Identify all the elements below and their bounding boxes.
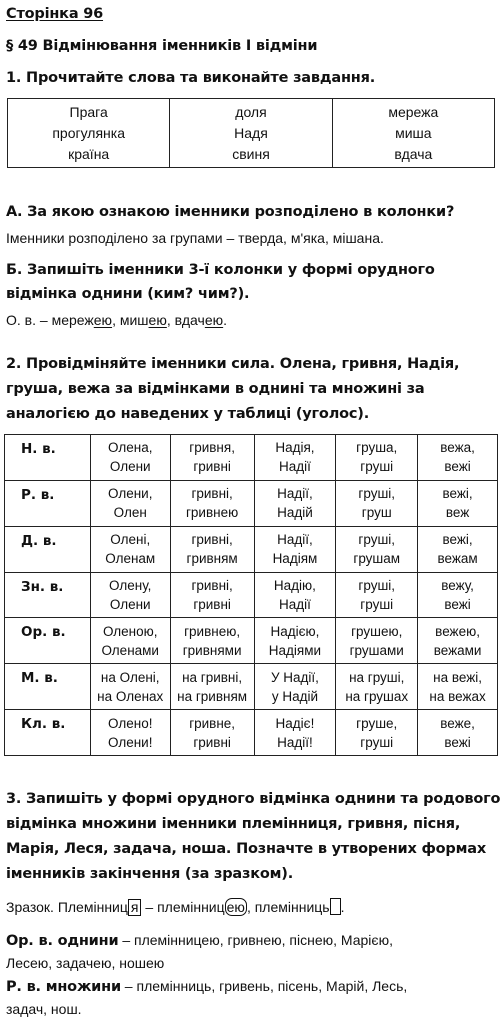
declension-cell bbox=[170, 435, 254, 481]
declension-cell bbox=[418, 664, 498, 710]
case-label: Ор. в. bbox=[5, 618, 91, 664]
plural-form: Надій bbox=[277, 505, 313, 521]
plural-form: грушам bbox=[353, 551, 401, 567]
plural-form: гривнями bbox=[182, 642, 242, 658]
plural-form: грушами bbox=[349, 642, 404, 658]
plural-form: на гривням bbox=[177, 688, 248, 704]
declension-cell bbox=[418, 526, 498, 572]
declension-cell bbox=[90, 526, 170, 572]
word-cell: прогулянка bbox=[52, 124, 125, 141]
declension-cell bbox=[170, 526, 254, 572]
singular-form: вежу, bbox=[441, 577, 474, 593]
singular-form: Надіє! bbox=[275, 715, 315, 731]
singular-form: Надія, bbox=[275, 440, 315, 456]
declension-cell bbox=[254, 435, 336, 481]
task2-title-line2: груша, вежа за відмінками в однині та множині за bbox=[6, 381, 425, 397]
declension-row bbox=[5, 664, 498, 710]
word-column-1 bbox=[8, 99, 170, 168]
declension-row bbox=[5, 618, 498, 664]
plural-form: вежі bbox=[444, 596, 471, 612]
word-cell: країна bbox=[68, 145, 110, 162]
word-cell: свиня bbox=[232, 145, 270, 162]
declension-cell bbox=[336, 526, 418, 572]
plural-form: веж bbox=[445, 505, 470, 521]
declension-table bbox=[4, 434, 498, 756]
word-stem: вдач bbox=[174, 312, 205, 328]
declension-cell bbox=[336, 572, 418, 618]
instrumental-answer-line1 bbox=[6, 932, 393, 949]
declension-cell bbox=[90, 710, 170, 756]
sample-label: Зразок. bbox=[6, 899, 58, 915]
case-label: Д. в. bbox=[5, 526, 91, 572]
plural-form: вежі bbox=[444, 734, 471, 750]
singular-form: вежа, bbox=[440, 440, 475, 456]
word-cell: Надя bbox=[234, 124, 268, 141]
singular-form: гривня, bbox=[189, 440, 235, 456]
section-title: § 49 Відмінювання іменників I відміни bbox=[6, 38, 318, 54]
declension-cell bbox=[254, 618, 336, 664]
word-stem: миш bbox=[119, 312, 149, 328]
answer-text: – племінниць, гривень, пісень, Марій, Лесь, bbox=[120, 978, 408, 994]
plural-form: на грушах bbox=[345, 688, 409, 704]
task2-title-line3: аналогією до наведених у таблиці (уголос). bbox=[6, 406, 369, 422]
singular-form: гривні, bbox=[191, 577, 233, 593]
word-stem: племінниць bbox=[254, 899, 330, 915]
singular-form: груші, bbox=[358, 577, 396, 593]
question-a-answer: Іменники розподілено за групами – тверда, м'яка, мішана. bbox=[6, 230, 384, 246]
question-b-title-line1: Б. Запишіть іменники 3-ї колонки у формі орудного bbox=[6, 262, 435, 278]
word-ending: ею bbox=[204, 312, 224, 328]
singular-form: Оленою, bbox=[102, 623, 158, 639]
case-label: Н. в. bbox=[5, 435, 91, 481]
word-cell: Прага bbox=[69, 103, 108, 120]
question-a-title: А. За якою ознакою іменники розподілено в колонки? bbox=[6, 204, 455, 220]
plural-form: Олени bbox=[109, 459, 151, 475]
singular-form: Надією, bbox=[270, 623, 320, 639]
sample-line bbox=[6, 898, 344, 916]
plural-form: вежам bbox=[437, 551, 478, 567]
plural-form: гривні bbox=[193, 459, 231, 475]
declension-cell bbox=[170, 480, 254, 526]
plural-form: Олени! bbox=[107, 734, 153, 750]
declension-cell bbox=[336, 618, 418, 664]
declension-row bbox=[5, 480, 498, 526]
plural-form: гривням bbox=[186, 551, 238, 567]
singular-form: Олена, bbox=[108, 440, 153, 456]
singular-form: вежі, bbox=[442, 486, 473, 502]
singular-form: Надію, bbox=[273, 577, 316, 593]
declension-row bbox=[5, 526, 498, 572]
word-column-2 bbox=[170, 99, 332, 168]
separator: , bbox=[112, 312, 120, 328]
answer-prefix: О. в. – bbox=[6, 312, 52, 328]
singular-form: У Надії, bbox=[270, 669, 319, 685]
declension-cell bbox=[418, 480, 498, 526]
singular-form: на груші, bbox=[349, 669, 405, 685]
page-label: Сторінка 96 bbox=[6, 6, 104, 22]
task3-title-line2: відмінка множини іменники племінниця, гривня, пісня, bbox=[6, 816, 461, 832]
ending-box: я bbox=[128, 899, 142, 916]
word-ending: ею bbox=[93, 312, 113, 328]
declension-cell bbox=[418, 572, 498, 618]
answer-label: Ор. в. однини bbox=[6, 933, 119, 949]
answer-label: Р. в. множини bbox=[6, 979, 121, 995]
task3-title-line4: іменників закінчення (за зразком). bbox=[6, 866, 294, 882]
answer-text: – племінницею, гривнею, піснею, Марією, bbox=[118, 932, 393, 948]
singular-form: гривні, bbox=[191, 532, 233, 548]
plural-form: Оленам bbox=[105, 551, 156, 567]
singular-form: груше, bbox=[356, 715, 398, 731]
singular-form: Олену, bbox=[109, 577, 152, 593]
separator: – bbox=[141, 899, 158, 915]
plural-form: Надії bbox=[278, 459, 311, 475]
declension-cell bbox=[336, 480, 418, 526]
singular-form: гривне, bbox=[189, 715, 236, 731]
singular-form: Надії, bbox=[277, 532, 313, 548]
plural-form: Надії! bbox=[277, 734, 313, 750]
separator: . bbox=[340, 899, 345, 915]
case-label: М. в. bbox=[5, 664, 91, 710]
separator: , bbox=[166, 312, 175, 328]
plural-form: Надіями bbox=[268, 642, 322, 658]
separator: , bbox=[246, 899, 255, 915]
declension-cell bbox=[418, 435, 498, 481]
plural-form: груші bbox=[360, 459, 394, 475]
plural-form: Надіям bbox=[272, 551, 318, 567]
plural-form: Оленами bbox=[101, 642, 159, 658]
declension-row bbox=[5, 572, 498, 618]
singular-form: на Олені, bbox=[100, 669, 160, 685]
singular-form: груші, bbox=[358, 532, 396, 548]
declension-cell bbox=[90, 664, 170, 710]
declension-cell bbox=[170, 710, 254, 756]
question-b-title-line2: відмінка однини (ким? чим?). bbox=[6, 286, 250, 302]
singular-form: гривні, bbox=[191, 486, 233, 502]
question-b-answer bbox=[6, 312, 227, 328]
declension-cell bbox=[90, 480, 170, 526]
case-label: Р. в. bbox=[5, 480, 91, 526]
declension-cell bbox=[90, 435, 170, 481]
word-stem: мереж bbox=[51, 312, 94, 328]
declension-cell bbox=[336, 435, 418, 481]
task1-title: 1. Прочитайте слова та виконайте завдання. bbox=[6, 70, 376, 86]
plural-form: Олени bbox=[109, 596, 151, 612]
singular-form: на гривні, bbox=[182, 669, 243, 685]
plural-form: на вежах bbox=[429, 688, 486, 704]
declension-cell bbox=[170, 618, 254, 664]
singular-form: груша, bbox=[356, 440, 398, 456]
singular-form: Олено! bbox=[108, 715, 153, 731]
declension-cell bbox=[254, 526, 336, 572]
case-label: Кл. в. bbox=[5, 710, 91, 756]
case-label: Зн. в. bbox=[5, 572, 91, 618]
plural-form: у Надій bbox=[271, 688, 319, 704]
word-columns-table bbox=[7, 98, 495, 168]
singular-form: вежею, bbox=[435, 623, 480, 639]
genitive-answer-line2: задач, нош. bbox=[6, 1001, 82, 1017]
singular-form: грушею, bbox=[351, 623, 403, 639]
plural-form: вежі bbox=[444, 459, 471, 475]
declension-cell bbox=[170, 572, 254, 618]
plural-form: груші bbox=[360, 596, 394, 612]
declension-cell bbox=[254, 480, 336, 526]
word-cell: доля bbox=[235, 103, 267, 120]
singular-form: Надії, bbox=[277, 486, 313, 502]
declension-cell bbox=[336, 710, 418, 756]
singular-form: груші, bbox=[358, 486, 396, 502]
word-cell: вдача bbox=[394, 145, 433, 162]
declension-cell bbox=[90, 572, 170, 618]
word-cell: миша bbox=[395, 124, 432, 141]
plural-form: на Оленах bbox=[97, 688, 164, 704]
genitive-answer-line1 bbox=[6, 978, 407, 995]
separator: . bbox=[223, 312, 228, 328]
plural-form: гривнею bbox=[186, 505, 239, 521]
task2-title-line1: 2. Провідміняйте іменники сила. Олена, гривня, Надія, bbox=[6, 356, 460, 372]
word-stem: Племінниц bbox=[57, 899, 128, 915]
declension-cell bbox=[254, 664, 336, 710]
plural-form: Надії bbox=[278, 596, 311, 612]
task3-title-line3: Марія, Леся, задача, ноша. Позначте в утворених формах bbox=[6, 841, 486, 857]
singular-form: гривнею, bbox=[184, 623, 241, 639]
word-ending: ею bbox=[148, 312, 167, 328]
declension-cell bbox=[418, 710, 498, 756]
declension-cell bbox=[336, 664, 418, 710]
word-column-3 bbox=[332, 99, 494, 168]
ending-ring: ею bbox=[226, 899, 245, 915]
plural-form: груші bbox=[360, 734, 394, 750]
declension-row bbox=[5, 710, 498, 756]
declension-cell bbox=[418, 618, 498, 664]
task3-title-line1: 3. Запишіть у формі орудного відмінка однини та родового bbox=[6, 791, 500, 807]
declension-cell bbox=[254, 572, 336, 618]
plural-form: вежами bbox=[433, 642, 482, 658]
word-stem: племінниц bbox=[157, 899, 225, 915]
declension-cell bbox=[170, 664, 254, 710]
singular-form: на вежі, bbox=[433, 669, 483, 685]
word-cell: мережа bbox=[388, 103, 439, 120]
declension-cell bbox=[254, 710, 336, 756]
singular-form: Олени, bbox=[107, 486, 153, 502]
plural-form: гривні bbox=[193, 734, 231, 750]
plural-form: груш bbox=[361, 505, 392, 521]
plural-form: гривні bbox=[193, 596, 231, 612]
singular-form: вежі, bbox=[442, 532, 473, 548]
plural-form: Олен bbox=[113, 505, 147, 521]
singular-form: Олені, bbox=[110, 532, 151, 548]
singular-form: веже, bbox=[440, 715, 475, 731]
zero-ending-box bbox=[330, 898, 341, 915]
declension-row bbox=[5, 435, 498, 481]
declension-cell bbox=[90, 618, 170, 664]
instrumental-answer-line2: Лесею, задачею, ношею bbox=[6, 955, 165, 971]
